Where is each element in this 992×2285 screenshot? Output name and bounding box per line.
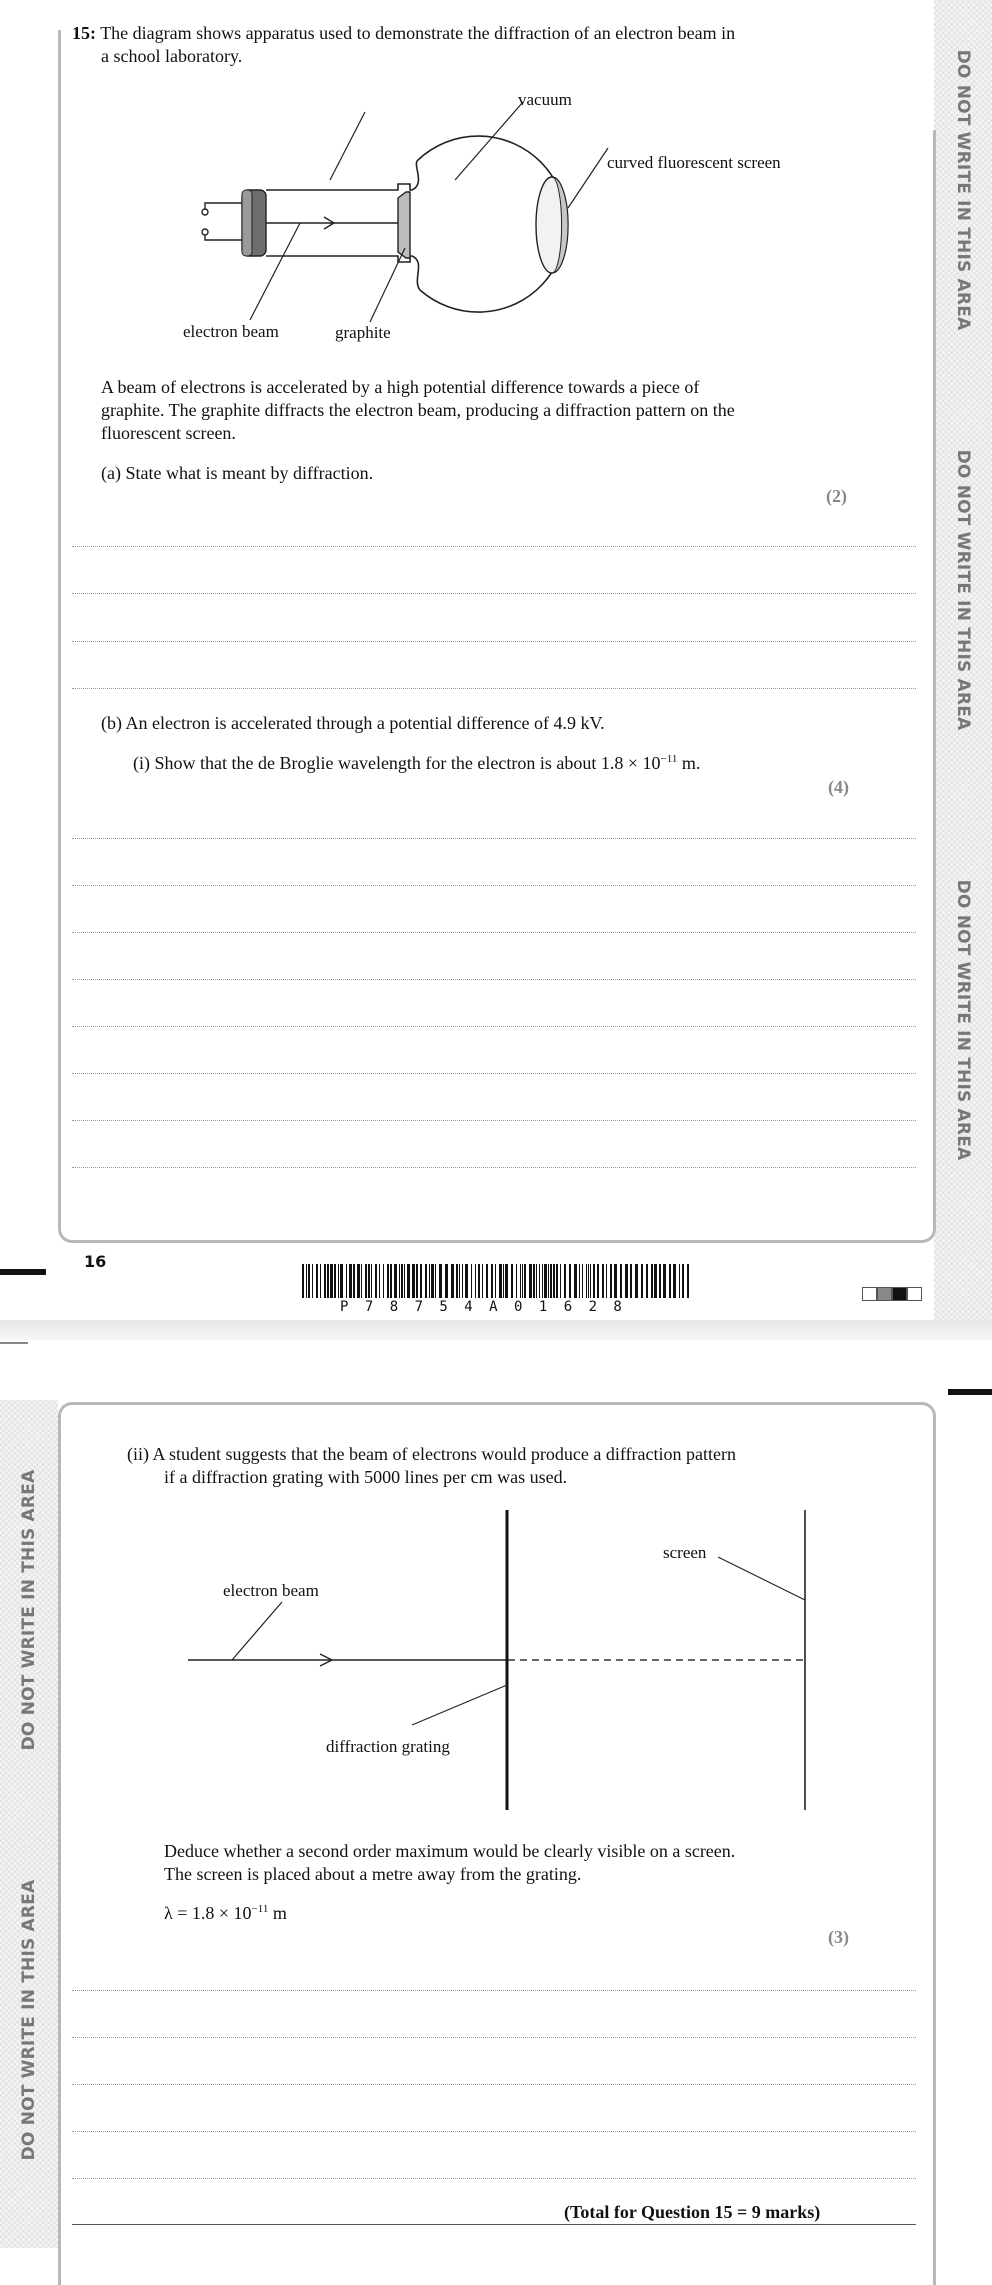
barcode-bar — [491, 1264, 493, 1298]
barcode-bar — [588, 1264, 589, 1298]
lambda-value: $\lambda = 1.8 \times 10^{-11}$ m — [164, 1903, 287, 1923]
barcode-bar — [451, 1264, 454, 1298]
barcode-bar — [606, 1264, 607, 1298]
barcode-bar — [654, 1264, 657, 1298]
deduce-line1: Deduce whether a second order maximum would be clearly visible on a screen. — [164, 1841, 736, 1861]
barcode-bar — [625, 1264, 628, 1298]
answer-line[interactable] — [72, 688, 916, 689]
barcode-bar — [669, 1264, 671, 1298]
barcode-bar — [420, 1264, 422, 1298]
barcode-bar — [646, 1264, 648, 1298]
barcode-bar — [597, 1264, 599, 1298]
barcode-bar — [346, 1264, 347, 1298]
barcode-bar — [560, 1264, 561, 1298]
barcode-bar — [404, 1264, 405, 1298]
barcode-bar — [593, 1264, 595, 1298]
answer-line[interactable] — [72, 2037, 916, 2038]
barcode-bar — [529, 1264, 532, 1298]
barcode-bar — [383, 1264, 384, 1298]
barcode-bar — [431, 1264, 434, 1298]
answer-line[interactable] — [72, 1990, 916, 1991]
barcode-bar — [302, 1264, 304, 1298]
part-a-marks: (2) — [826, 486, 847, 506]
answer-line[interactable] — [72, 593, 916, 594]
barcode-bar — [456, 1264, 458, 1298]
do-not-write-label: DO NOT WRITE IN THIS AREA — [953, 449, 973, 731]
barcode-bar — [544, 1264, 547, 1298]
top-right-bar — [948, 1389, 992, 1395]
barcode-bar — [471, 1264, 472, 1298]
barcode-bar — [586, 1264, 587, 1298]
footer-left-bar — [0, 1269, 46, 1275]
barcode-bar — [353, 1264, 355, 1298]
label-screen: screen — [663, 1543, 707, 1562]
do-not-write-label: DO NOT WRITE IN THIS AREA — [19, 1469, 39, 1751]
answer-line[interactable] — [72, 2131, 916, 2132]
answer-line[interactable] — [72, 1167, 916, 1168]
barcode-bar — [556, 1264, 558, 1298]
label-graphite: graphite — [335, 323, 391, 342]
barcode-bar — [651, 1264, 653, 1298]
barcode-bar — [495, 1264, 496, 1298]
barcode-bar — [522, 1264, 523, 1298]
barcode-bar — [312, 1264, 313, 1298]
barcode-bar — [340, 1264, 343, 1298]
barcode-bar — [579, 1264, 580, 1298]
barcode-bar — [516, 1264, 517, 1298]
barcode-bar — [371, 1264, 372, 1298]
barcode-bar — [550, 1264, 552, 1298]
total-marks: (Total for Question 15 = 9 marks) — [564, 2202, 821, 2222]
barcode-bar — [630, 1264, 632, 1298]
answer-line[interactable] — [72, 838, 916, 839]
part-bii-marks: (3) — [828, 1927, 849, 1947]
answer-line[interactable] — [72, 979, 916, 980]
question-intro: 15: The diagram shows apparatus used to demonstrate the diffraction of an electron beam in — [72, 23, 736, 43]
barcode-bar — [475, 1264, 476, 1298]
barcode-bar — [486, 1264, 488, 1298]
barcode-bar — [590, 1264, 591, 1298]
answer-line[interactable] — [72, 2178, 916, 2179]
barcode-bar — [330, 1264, 333, 1298]
barcode-bar — [539, 1264, 540, 1298]
barcode-bar — [324, 1264, 326, 1298]
barcode-bar — [334, 1264, 336, 1298]
barcode-bar — [520, 1264, 521, 1298]
barcode-bar — [459, 1264, 460, 1298]
barcode-bar — [614, 1264, 617, 1298]
barcode-bar — [524, 1264, 526, 1298]
apparatus-diagram — [180, 80, 820, 360]
barcode-bar — [445, 1264, 448, 1298]
barcode-text: P 7 8 7 5 4 A 0 1 6 2 8 — [340, 1299, 626, 1315]
question-intro-line2: a school laboratory. — [101, 46, 243, 66]
barcode-bar — [407, 1264, 410, 1298]
barcode-bar — [620, 1264, 622, 1298]
barcode-bar — [357, 1264, 360, 1298]
paragraph-line1: A beam of electrons is accelerated by a high potential difference towards a piece of — [101, 377, 700, 397]
barcode-bar — [429, 1264, 430, 1298]
total-underline — [72, 2224, 916, 2225]
barcode-bar — [387, 1264, 389, 1298]
barcode-bar — [582, 1264, 583, 1298]
part-bi-marks: (4) — [828, 777, 849, 797]
barcode-bar — [465, 1264, 468, 1298]
do-not-write-label: DO NOT WRITE IN THIS AREA — [19, 1879, 39, 2161]
paragraph-line3: fluorescent screen. — [101, 423, 236, 443]
barcode-bar — [394, 1264, 397, 1298]
barcode-bar — [327, 1264, 329, 1298]
barcode-bar — [610, 1264, 612, 1298]
page-marker — [862, 1287, 922, 1301]
barcode-bar — [663, 1264, 666, 1298]
barcode-bar — [320, 1264, 321, 1298]
barcode-bar — [682, 1264, 684, 1298]
page-separator — [0, 1320, 992, 1340]
barcode-bar — [399, 1264, 400, 1298]
answer-line[interactable] — [72, 1026, 916, 1027]
part-bii-line2: if a diffraction grating with 5000 lines per cm was used. — [164, 1467, 568, 1487]
right-margin-strip — [934, 0, 992, 1320]
label-electron-beam-2: electron beam — [223, 1581, 319, 1600]
answer-line[interactable] — [72, 546, 916, 547]
answer-line[interactable] — [72, 932, 916, 933]
barcode-bar — [379, 1264, 380, 1298]
barcode-bar — [425, 1264, 427, 1298]
left-margin-strip — [0, 1400, 58, 2248]
label-electron-beam: electron beam — [183, 322, 279, 341]
answer-line[interactable] — [72, 1120, 916, 1121]
barcode-bar — [401, 1264, 403, 1298]
answer-line[interactable] — [72, 1073, 916, 1074]
barcode-bar — [659, 1264, 661, 1298]
answer-line[interactable] — [72, 2084, 916, 2085]
barcode-bar — [635, 1264, 638, 1298]
page-number: 16 — [84, 1252, 107, 1271]
barcode-bar — [574, 1264, 577, 1298]
barcode-bar — [564, 1264, 566, 1298]
question-number: 15: — [72, 23, 96, 43]
barcode-bar — [499, 1264, 502, 1298]
part-b-question: (b) An electron is accelerated through a potential difference of 4.9 kV. — [101, 713, 605, 733]
barcode-bar — [533, 1264, 535, 1298]
barcode-bar — [673, 1264, 676, 1298]
barcode-bar — [505, 1264, 508, 1298]
barcode-bar — [679, 1264, 680, 1298]
barcode — [302, 1264, 692, 1300]
paragraph-line2: graphite. The graphite diffracts the electron beam, producing a diffraction pattern on the — [101, 400, 735, 420]
answer-line[interactable] — [72, 641, 916, 642]
do-not-write-label: DO NOT WRITE IN THIS AREA — [953, 879, 973, 1161]
barcode-bar — [368, 1264, 370, 1298]
barcode-bar — [553, 1264, 555, 1298]
barcode-bar — [338, 1264, 339, 1298]
barcode-bar — [412, 1264, 415, 1298]
part-bi-question: (i) Show that the de Broglie wavelength for the electron is about $1.8 \times 10^{-11}$ m. — [133, 753, 701, 773]
barcode-bar — [478, 1264, 480, 1298]
barcode-bar — [602, 1264, 604, 1298]
barcode-bar — [439, 1264, 442, 1298]
grating-diagram — [180, 1505, 840, 1815]
label-vacuum: vacuum — [518, 90, 572, 109]
barcode-bar — [462, 1264, 463, 1298]
separator-line — [0, 1342, 28, 1344]
label-diffraction-grating: diffraction grating — [326, 1737, 450, 1756]
barcode-bar — [390, 1264, 392, 1298]
label-curved-screen: curved fluorescent screen — [607, 153, 781, 172]
barcode-bar — [569, 1264, 571, 1298]
barcode-bar — [511, 1264, 513, 1298]
do-not-write-label: DO NOT WRITE IN THIS AREA — [953, 49, 973, 331]
barcode-bar — [482, 1264, 483, 1298]
barcode-bar — [361, 1264, 362, 1298]
barcode-bar — [308, 1264, 310, 1298]
barcode-bar — [548, 1264, 549, 1298]
barcode-bar — [416, 1264, 418, 1298]
barcode-bar — [542, 1264, 543, 1298]
barcode-bar — [435, 1264, 436, 1298]
part-bii-line1: (ii) A student suggests that the beam of electrons would produce a diffraction pattern — [127, 1444, 737, 1464]
answer-line[interactable] — [72, 885, 916, 886]
barcode-bar — [503, 1264, 504, 1298]
barcode-bar — [349, 1264, 352, 1298]
barcode-bar — [365, 1264, 367, 1298]
frame-left-accent — [58, 30, 61, 152]
barcode-bar — [641, 1264, 643, 1298]
part-a-question: (a) State what is meant by diffraction. — [101, 463, 374, 483]
barcode-bar — [536, 1264, 537, 1298]
barcode-bar — [687, 1264, 689, 1298]
barcode-bar — [316, 1264, 318, 1298]
barcode-bar — [375, 1264, 377, 1298]
barcode-bar — [306, 1264, 307, 1298]
deduce-line2: The screen is placed about a metre away from the grating. — [164, 1864, 582, 1884]
